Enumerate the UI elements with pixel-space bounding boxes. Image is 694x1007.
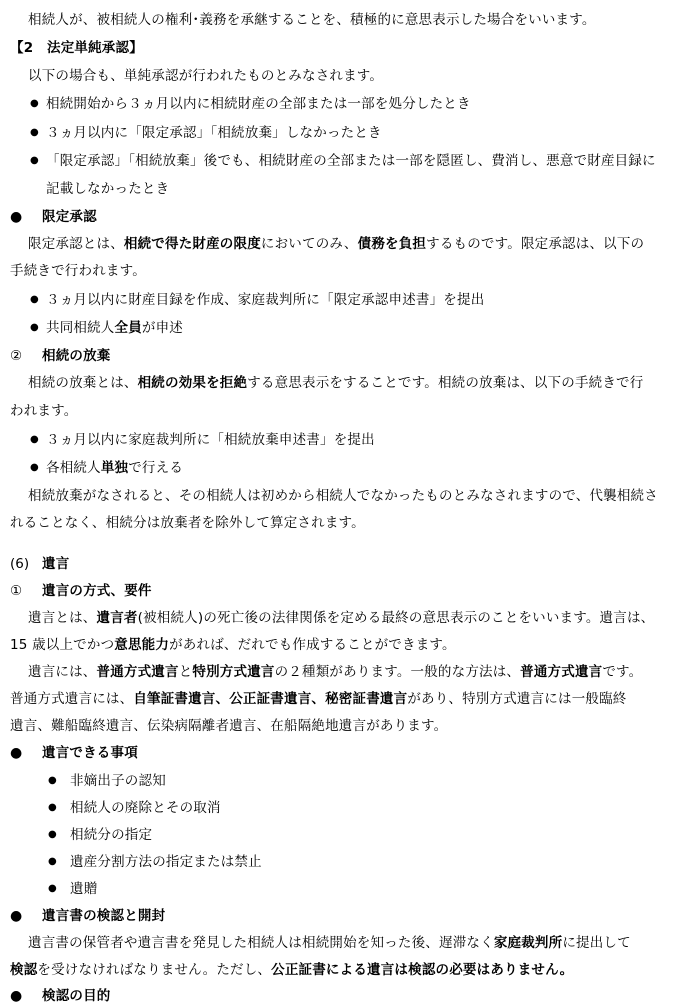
- will-can-heading: 遺言できる事項: [42, 745, 138, 761]
- will-paragraph: 遺言とは、遺言者(被相続人)の死亡後の法律関係を定める最終の意思表示のことをいいます。遺言は、: [28, 610, 655, 626]
- will-form-heading: 遺言の方式、要件: [42, 583, 152, 599]
- limited-paragraph: 限定承認とは、相続で得た財産の限度においてのみ、債務を負担するものです。限定承認は、以下の: [28, 236, 645, 252]
- bullet-dot-icon: ●: [48, 802, 57, 813]
- section-bullet-icon: ●: [10, 908, 23, 924]
- will-can-item: 相続人の廃除とその取消: [70, 800, 221, 816]
- bullet-dot-icon: ●: [48, 775, 57, 786]
- section-bullet-icon: ●: [10, 209, 23, 225]
- bullet-dot-icon: ●: [30, 462, 39, 473]
- bullet-dot-icon: ●: [30, 127, 39, 138]
- limited-heading: 限定承認: [42, 209, 97, 225]
- will-can-item: 遺産分割方法の指定または禁止: [70, 854, 262, 870]
- bullet-dot-icon: ●: [48, 883, 57, 894]
- legal-simple-desc: 以下の場合も、単純承認が行われたものとみなされます。: [28, 68, 384, 84]
- renounce-paragraph: 相続の放棄とは、相続の効果を拒絶する意思表示をすることです。相続の放棄は、以下の手続きで行: [28, 375, 644, 391]
- bullet-dot-icon: ●: [48, 829, 57, 840]
- section-bullet-icon: ●: [10, 745, 23, 761]
- subsection-number: ①: [10, 583, 23, 599]
- will-title: 遺言: [42, 556, 70, 572]
- renounce-after-cont: れることなく、相続分は放棄者を除外して算定されます。: [10, 515, 365, 531]
- legal-simple-item: 「限定承認」「相続放棄」後でも、相続財産の全部または一部を隠匿し、費消し、悪意で財産目録に: [46, 153, 656, 169]
- legal-simple-item-cont: 記載しなかったとき: [46, 181, 170, 197]
- section-bullet-icon: ●: [10, 988, 23, 1004]
- limited-item: ３ヵ月以内に財産目録を作成、家庭裁判所に「限定承認申述書」を提出: [46, 292, 485, 308]
- will-paragraph-cont: 15 歳以上でかつ意思能力があれば、だれでも作成することができます。: [10, 637, 456, 653]
- bullet-dot-icon: ●: [30, 434, 39, 445]
- will-probate-paragraph-cont: 検認を受けなければなりません。ただし、公正証書による遺言は検認の必要はありません。: [10, 962, 574, 978]
- will-can-item: 遺贈: [70, 881, 98, 897]
- bullet-dot-icon: ●: [30, 322, 39, 333]
- bullet-dot-icon: ●: [30, 294, 39, 305]
- will-probate-paragraph: 遺言書の保管者や遺言書を発見した相続人は相続開始を知った後、遅滞なく家庭裁判所に提出して: [28, 935, 631, 951]
- renounce-after: 相続放棄がなされると、その相続人は初めから相続人でなかったものとみなされますので、代襲相続さ: [28, 488, 658, 504]
- will-purpose-heading: 検認の目的: [42, 988, 111, 1004]
- legal-simple-item: ３ヵ月以内に「限定承認」「相続放棄」しなかったとき: [46, 125, 382, 141]
- will-can-item: 非嫡出子の認知: [70, 773, 166, 789]
- limited-item: 共同相続人全員が申述: [46, 320, 184, 336]
- renounce-item: ３ヵ月以内に家庭裁判所に「相続放棄申述書」を提出: [46, 432, 375, 448]
- will-types-paragraph-cont: 遺言、難船臨終遺言、伝染病隔離者遺言、在船隔絶地遺言があります。: [10, 718, 448, 734]
- renounce-paragraph-cont: われます。: [10, 403, 78, 419]
- will-types-paragraph-cont: 普通方式遺言には、自筆証書遺言、公正証書遺言、秘密証書遺言があり、特別方式遺言には一般臨終: [10, 691, 627, 707]
- legal-simple-item: 相続開始から３ヵ月以内に相続財産の全部または一部を処分したとき: [46, 96, 471, 112]
- section-number: ②: [10, 348, 23, 364]
- intro-line: 相続人が、被相続人の権利･義務を承継することを、積極的に意思表示した場合をいいます。: [28, 12, 596, 28]
- will-types-paragraph: 遺言には、普通方式遺言と特別方式遺言の２種類があります。一般的な方法は、普通方式遺言です。: [28, 664, 643, 680]
- section-number: (6): [10, 556, 30, 572]
- renounce-item: 各相続人単独で行える: [46, 460, 184, 476]
- will-probate-heading: 遺言書の検認と開封: [42, 908, 166, 924]
- bullet-dot-icon: ●: [30, 98, 39, 109]
- bullet-dot-icon: ●: [30, 155, 39, 166]
- legal-simple-heading: 【2 法定単純承認】: [10, 40, 143, 56]
- limited-paragraph-cont: 手続きで行われます。: [10, 263, 146, 279]
- renounce-heading: 相続の放棄: [42, 348, 111, 364]
- bullet-dot-icon: ●: [48, 856, 57, 867]
- will-can-item: 相続分の指定: [70, 827, 153, 843]
